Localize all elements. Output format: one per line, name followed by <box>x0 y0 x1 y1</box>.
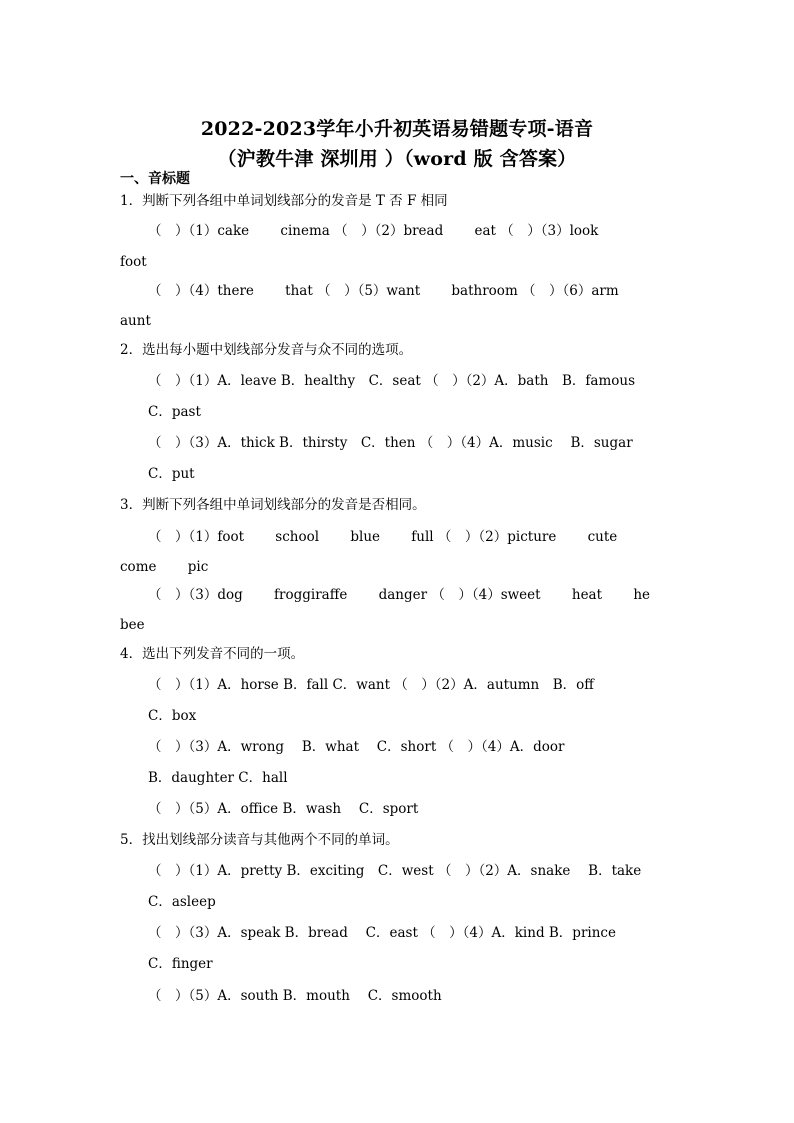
question-line: 2．选出每小题中划线部分发音与众不同的选项。 <box>120 342 413 358</box>
question-line: C．put <box>148 466 195 482</box>
question-line: C．past <box>148 404 201 420</box>
question-line: （ ）（1）A．pretty B．exciting C．west （ ）（2）A．snake B．take <box>148 863 642 879</box>
question-line: （ ）（3）A．wrong B．what C．short （ ）（4）A．door <box>148 739 565 755</box>
question-line: 5．找出划线部分读音与其他两个不同的单词。 <box>120 832 399 848</box>
question-line: （ ）（1）A．leave B．healthy C．seat （ ）（2）A．bath B．famous <box>148 373 635 389</box>
question-line: （ ）（5）A．south B．mouth C．smooth <box>148 988 442 1004</box>
question-line: B．daughter C．hall <box>148 770 288 786</box>
question-line: C．finger <box>148 956 213 972</box>
question-line: bee <box>120 617 145 633</box>
question-line: 3．判断下列各组中单词划线部分的发音是否相同。 <box>120 497 426 513</box>
document-title: 2022-2023学年小升初英语易错题专项-语音 <box>200 118 594 140</box>
question-line: （ ）（5）A．office B．wash C．sport <box>148 801 419 817</box>
question-line: foot <box>120 254 147 270</box>
document-subtitle: （沪教牛津 深圳用 ）（word 版 含答案） <box>217 148 577 170</box>
question-line: C．box <box>148 708 197 724</box>
question-line: （ ）（1）foot school blue full （ ）（2）picture cute <box>148 529 618 545</box>
question-line: （ ）（3）dog froggiraffe danger （ ）（4）sweet heat he <box>148 587 651 603</box>
question-line: （ ）（3）A．thick B．thirsty C．then （ ）（4）A．music B．sugar <box>148 435 633 451</box>
question-line: 4．选出下列发音不同的一项。 <box>120 646 305 662</box>
question-line: （ ）（4）there that （ ）（5）want bathroom （ ）（6）arm <box>148 283 619 299</box>
question-line: aunt <box>120 313 151 329</box>
question-line: C．asleep <box>148 894 216 910</box>
question-line: （ ）（3）A．speak B．bread C．east （ ）（4）A．kind B．prince <box>148 925 616 941</box>
question-line: （ ）（1）A．horse B．fall C．want （ ）（2）A．autumn B．off <box>148 677 594 693</box>
question-line: come pic <box>120 559 209 575</box>
section-heading: 一、音标题 <box>120 171 190 187</box>
question-line: 1．判断下列各组中单词划线部分的发音是 T 否 F 相同 <box>120 193 448 209</box>
question-line: （ ）（1）cake cinema （ ）（2）bread eat （ ）（3）look <box>148 223 599 239</box>
